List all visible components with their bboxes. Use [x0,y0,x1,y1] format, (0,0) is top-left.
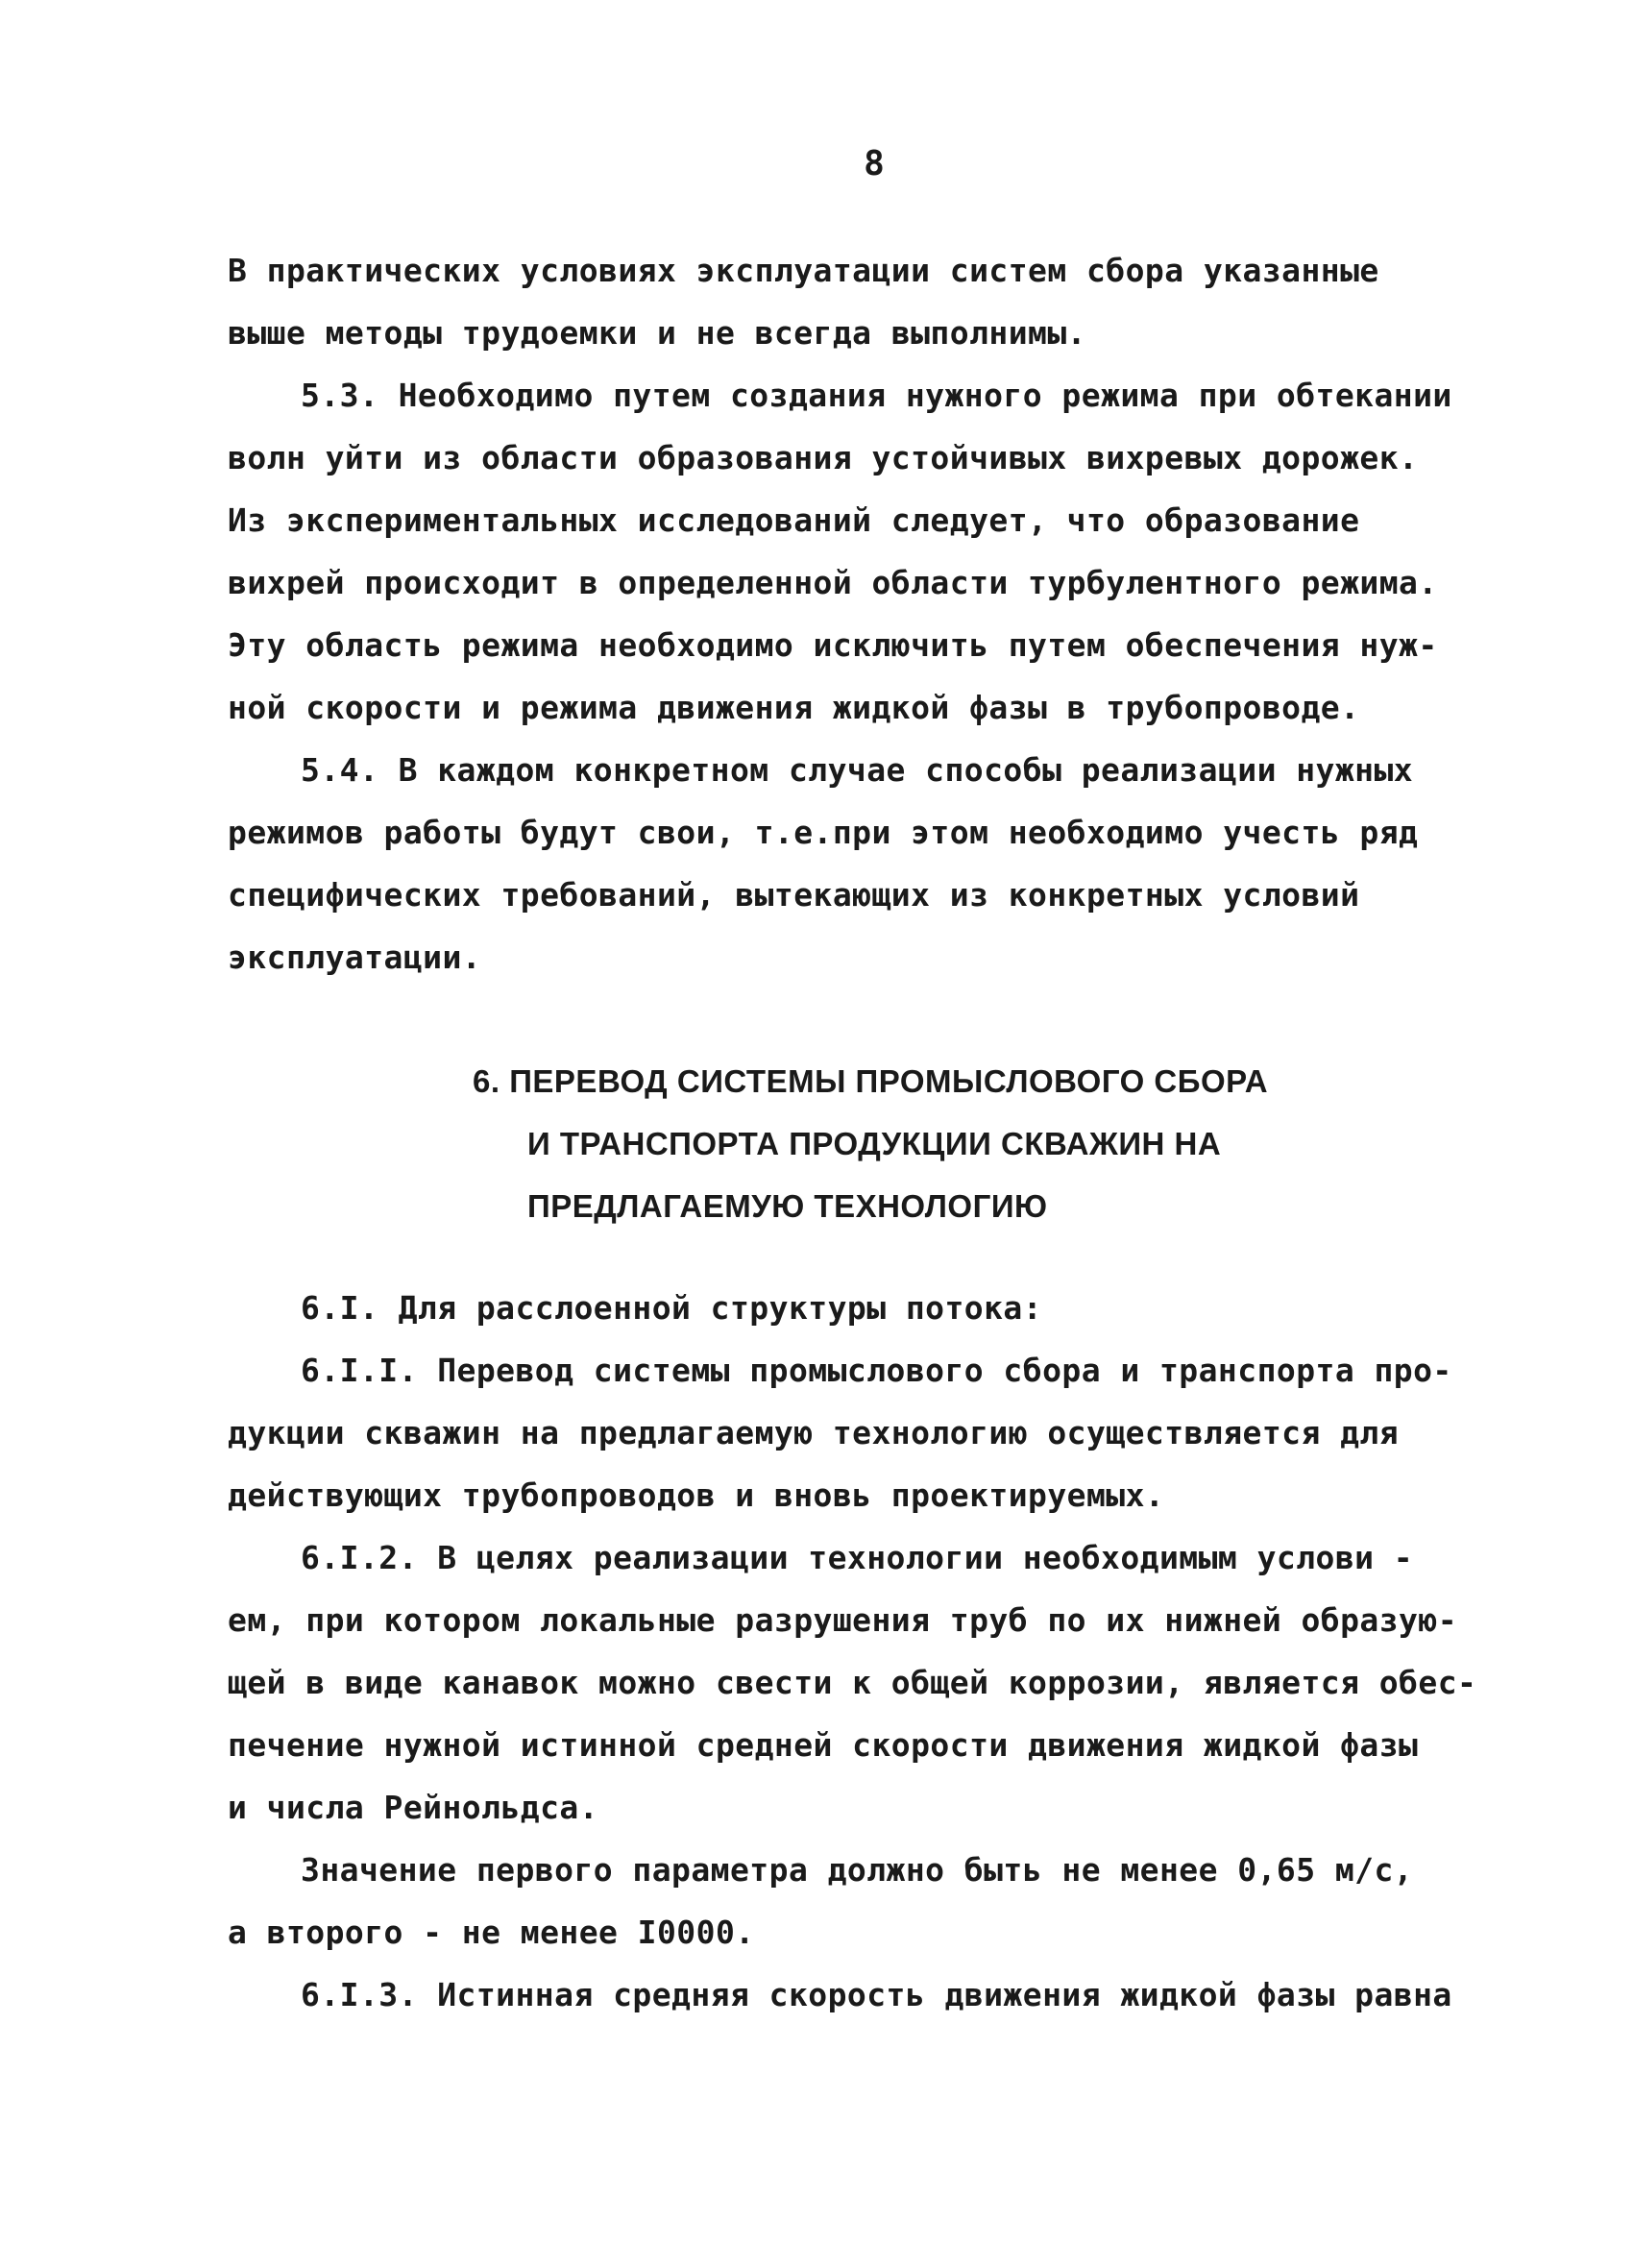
text-line: 6.I.2. В целях реализации технологии необходимым услови - [301,1539,1414,1576]
text-line: Значение первого параметра должно быть не менее 0,65 м/с, [301,1851,1414,1889]
text-line: В практических условиях эксплуатации систем сбора указанные [228,252,1379,289]
text-line: специфических требований, вытекающих из конкретных условий [228,876,1360,914]
text-line: и числа Рейнольдса. [228,1789,599,1826]
text-line: а второго - не менее I0000. [228,1914,755,1951]
text-line: Эту область режима необходимо исключить путем обеспечения нуж- [228,626,1438,664]
text-line: ем, при котором локальные разрушения труб по их нижней образую- [228,1601,1458,1639]
text-line: дукции скважин на предлагаемую технологию осуществляется для [228,1414,1400,1451]
text-line: волн уйти из области образования устойчивых вихревых дорожек. [228,439,1419,476]
section-heading: ПРЕДЛАГАЕМУЮ ТЕХНОЛОГИЮ [527,1188,1048,1224]
section-heading: И ТРАНСПОРТА ПРОДУКЦИИ СКВАЖИН НА [527,1126,1222,1161]
text-line: 6.I.3. Истинная средняя скорость движения жидкой фазы равна [301,1976,1452,2013]
section-heading: 6. ПЕРЕВОД СИСТЕМЫ ПРОМЫСЛОВОГО СБОРА [473,1063,1269,1099]
text-line: эксплуатации. [228,939,482,976]
text-line: ной скорости и режима движения жидкой фазы в трубопроводе. [228,689,1360,726]
text-line: печение нужной истинной средней скорости движения жидкой фазы [228,1726,1419,1764]
text-line: 6.I. Для расслоенной структуры потока: [301,1289,1043,1327]
text-line: 5.4. В каждом конкретном случае способы реализации нужных [301,751,1414,789]
text-line: щей в виде канавок можно свести к общей коррозии, является обес- [228,1664,1477,1701]
text-line: 5.3. Необходимо путем создания нужного режима при обтекании [301,377,1452,414]
text-line: действующих трубопроводов и вновь проектируемых. [228,1476,1165,1514]
page-number: 8 [864,144,885,183]
text-line: Из экспериментальных исследований следует, что образование [228,501,1360,539]
text-line: 6.I.I. Перевод системы промыслового сбора и транспорта про- [301,1352,1452,1389]
text-line: вихрей происходит в определенной области турбулентного режима. [228,564,1438,601]
text-line: выше методы трудоемки и не всегда выполнимы. [228,314,1086,352]
text-line: режимов работы будут свои, т.е.при этом необходимо учесть ряд [228,814,1419,851]
